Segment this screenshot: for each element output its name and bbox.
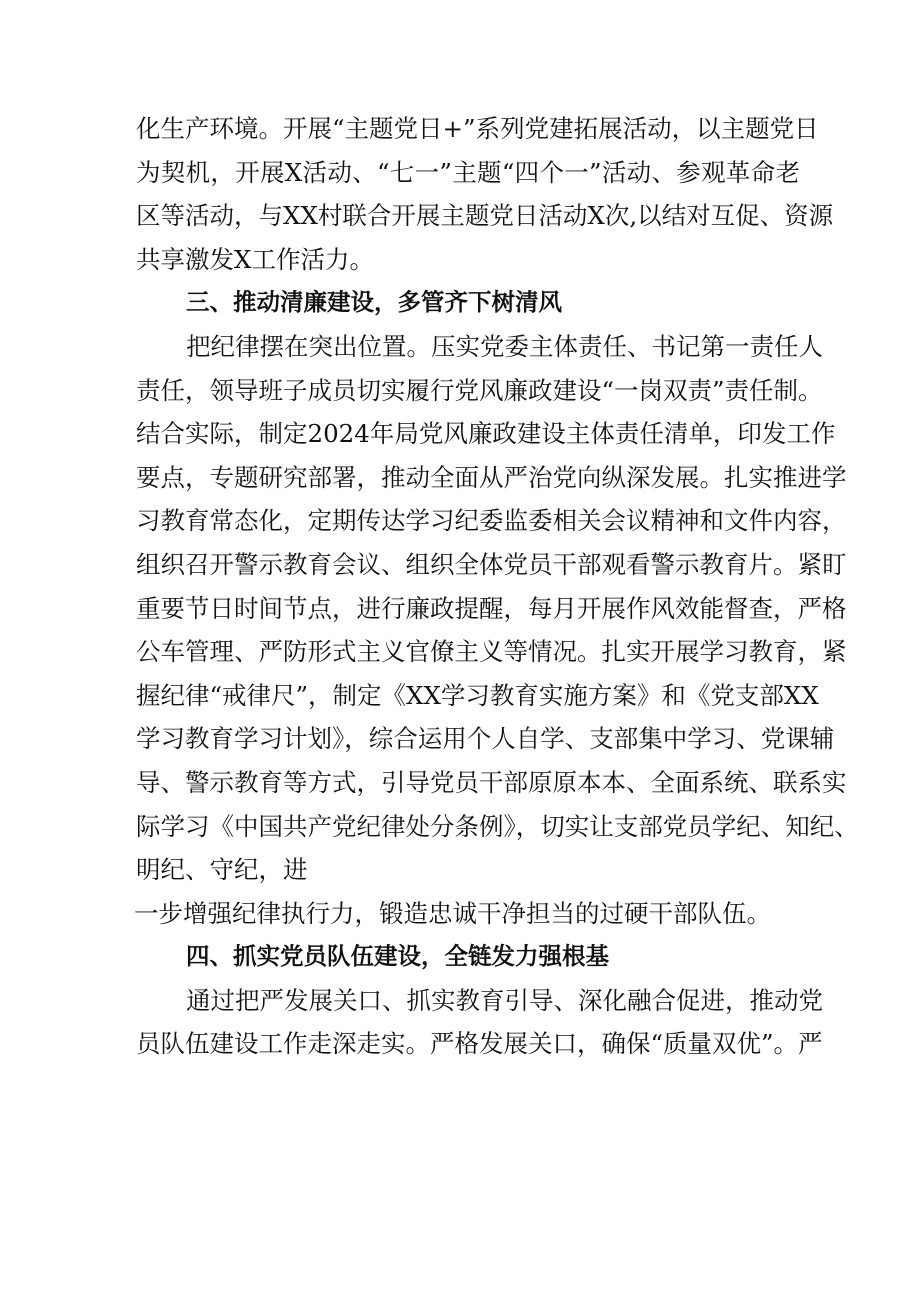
- paragraph-line: 导、警示教育等方式，引导党员干部原原本本、全面系统、联系实: [136, 767, 847, 797]
- paragraph-line: 一步增强纪律执行力，锻造忠诚干净担当的过硬干部队伍。: [134, 898, 771, 928]
- paragraph-line: 习教育常态化，定期传达学习纪委监委相关会议精神和文件内容，: [136, 506, 847, 536]
- paragraph-line: 共享激发X工作活力。: [136, 244, 374, 274]
- paragraph-line: 化生产环境。开展“主题党日+”系列党建拓展活动，以主题党日: [136, 114, 819, 143]
- paragraph-line: 责任，领导班子成员切实履行党风廉政建设“一岗双责”责任制。: [136, 375, 823, 405]
- paragraph-line: 学习教育学习计划》，综合运用个人自学、支部集中学习、党课辅: [136, 724, 835, 754]
- paragraph-line: 际学习《中国共产党纪律处分条例》，切实让支部党员学纪、知纪、: [136, 811, 859, 841]
- paragraph-line: 握纪律“戒律尺”，制定《XX学习教育实施方案》和《党支部XX: [136, 680, 819, 710]
- paragraph-line: 公车管理、严防形式主义官僚主义等情况。扎实开展学习教育，紧: [136, 637, 847, 667]
- paragraph-line: 要点，专题研究部署，推动全面从严治党向纵深发展。扎实推进学: [136, 462, 847, 492]
- paragraph-line: 明纪、守纪，进: [136, 855, 308, 885]
- paragraph-line: 把纪律摆在突出位置。压实党委主体责任、书记第一责任人: [186, 331, 823, 361]
- paragraph-line: 结合实际，制定2024年局党风廉政建设主体责任清单，印发工作: [136, 419, 836, 449]
- document-body: [134, 107, 859, 1066]
- paragraph-line: 通过把严发展关口、抓实教育引导、深化融合促进，推动党: [186, 985, 823, 1015]
- section-heading-3: 三、推动清廉建设，多管齐下树清风: [186, 288, 562, 317]
- paragraph-line: 区等活动，与XX村联合开展主题党日活动X次,以结对互促、资源: [136, 201, 834, 231]
- paragraph-line: 重要节日时间节点，进行廉政提醒，每月开展作风效能督查，严格: [136, 593, 847, 623]
- paragraph-line: 员队伍建设工作走深走实。严格发展关口，确保“质量双优”。严: [136, 1029, 823, 1059]
- section-heading-4: 四、抓实党员队伍建设，全链发力强根基: [186, 942, 609, 971]
- paragraph-line: 为契机，开展X活动、“七一”主题“四个一”活动、参观革命老: [136, 157, 800, 187]
- paragraph-line: 组织召开警示教育会议、组织全体党员干部观看警示教育片。紧盯: [136, 549, 847, 579]
